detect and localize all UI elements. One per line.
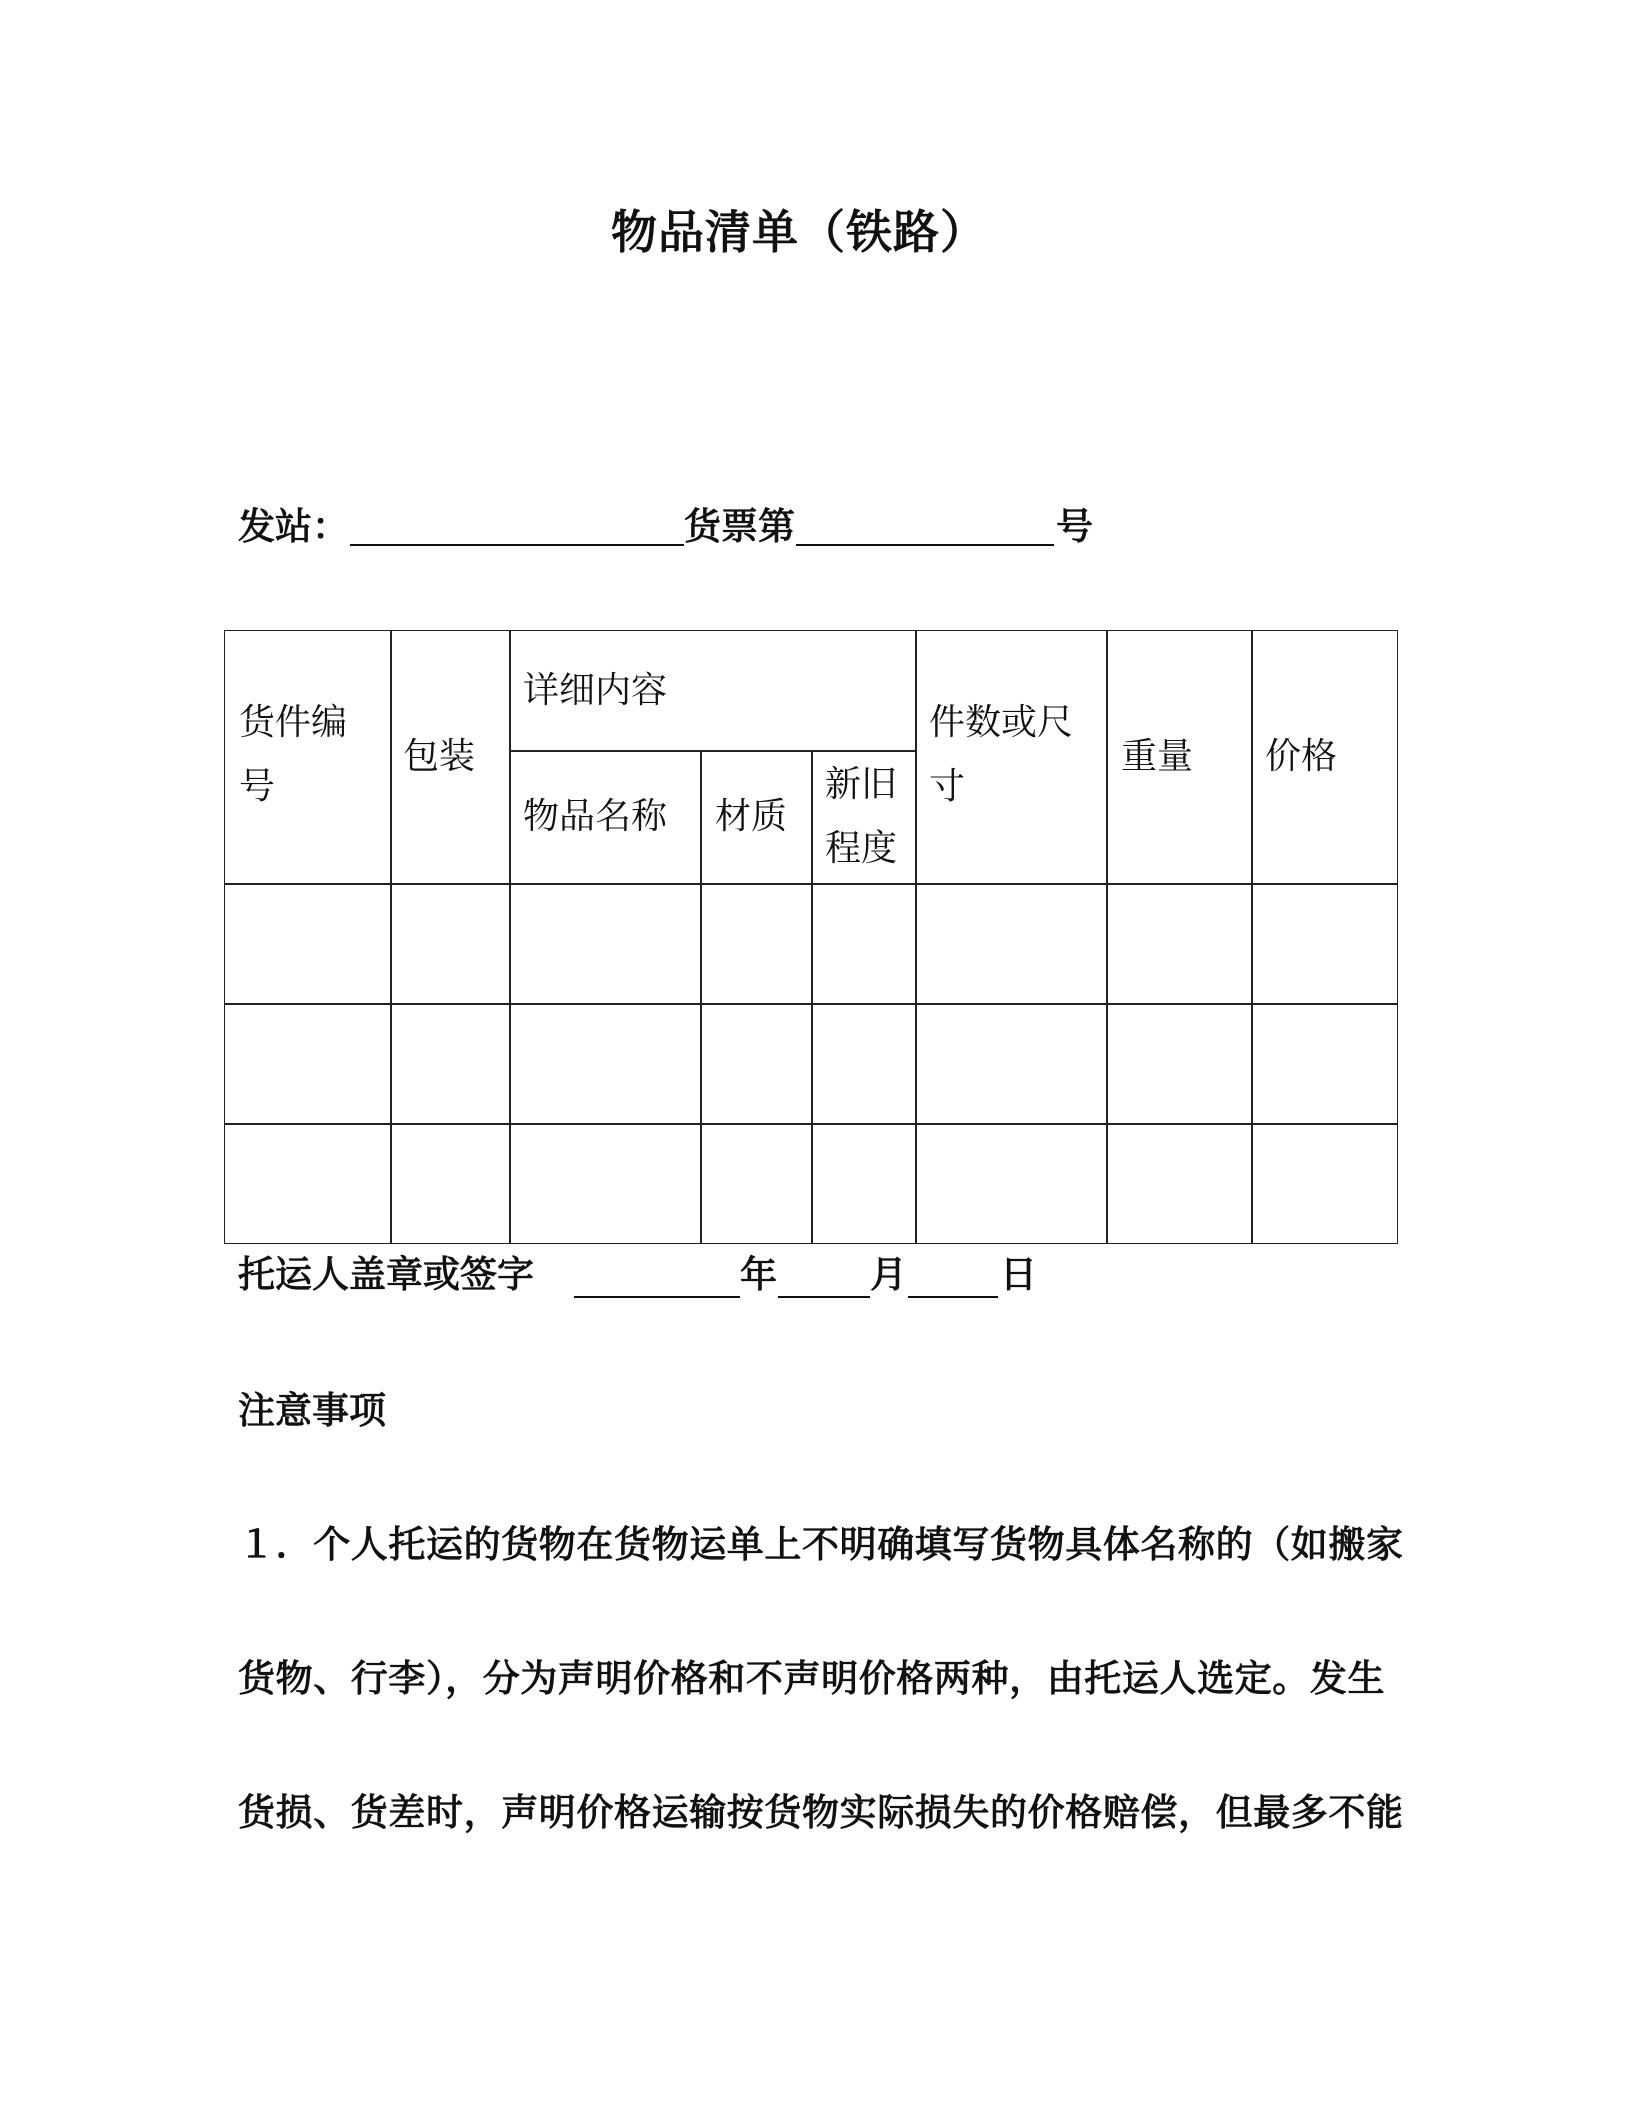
signature-label: 托运人盖章或签字 xyxy=(238,1253,534,1296)
table-row[interactable] xyxy=(225,1004,1397,1123)
header-packaging: 包装 xyxy=(403,736,476,777)
row-divider xyxy=(509,750,915,752)
ticket-number-blank[interactable] xyxy=(796,544,1054,546)
table-row[interactable] xyxy=(225,1124,1397,1243)
header-material: 材质 xyxy=(715,796,788,837)
header-item-no: 货件编号 xyxy=(239,702,348,807)
ticket-prefix: 货票第 xyxy=(684,505,795,548)
document-title: 物品清单（铁路） xyxy=(611,205,987,259)
year-blank[interactable] xyxy=(574,1296,740,1298)
month-label: 月 xyxy=(870,1253,907,1296)
station-blank[interactable] xyxy=(350,544,684,546)
header-item-name: 物品名称 xyxy=(523,796,668,837)
paragraph-line: １．个人托运的货物在货物运单上不明确填写货物具体名称的（如搬家 xyxy=(238,1523,1404,1566)
header-price: 价格 xyxy=(1265,736,1338,777)
notes-heading: 注意事项 xyxy=(238,1389,386,1432)
header-weight: 重量 xyxy=(1121,736,1194,777)
month-blank[interactable] xyxy=(778,1296,870,1298)
header-quantity-size: 件数或尺寸 xyxy=(929,702,1074,807)
header-condition: 新旧程度 xyxy=(825,764,898,869)
station-label: 发站： xyxy=(238,505,349,548)
paragraph-line: 货损、货差时，声明价格运输按货物实际损失的价格赔偿，但最多不能 xyxy=(238,1791,1404,1834)
day-label: 日 xyxy=(1000,1253,1037,1296)
table-row[interactable] xyxy=(225,884,1397,1003)
year-label: 年 xyxy=(740,1253,777,1296)
ticket-suffix: 号 xyxy=(1056,505,1093,548)
day-blank[interactable] xyxy=(908,1296,998,1298)
paragraph-line: 货物、行李），分为声明价格和不声明价格两种，由托运人选定。发生 xyxy=(238,1657,1386,1700)
header-detail-group: 详细内容 xyxy=(523,670,668,711)
items-table xyxy=(224,630,1398,1244)
